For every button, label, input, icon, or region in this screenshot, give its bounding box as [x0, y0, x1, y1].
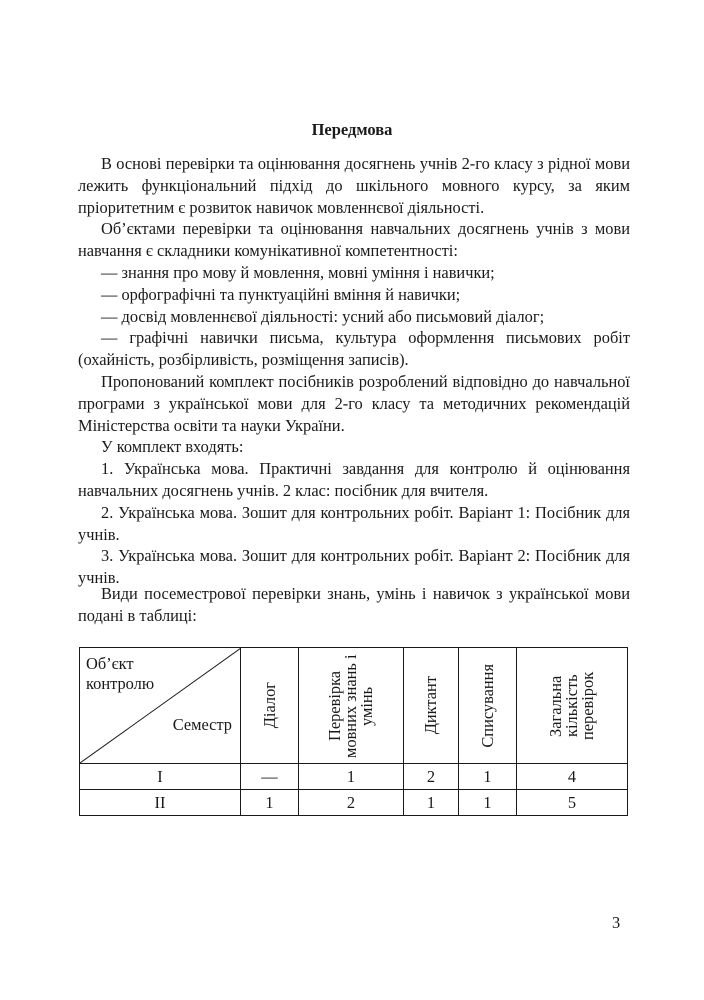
list-item: — досвід мовленнєвої діяльності: усний або письмовий діалог;	[101, 306, 545, 326]
table-header-row	[80, 648, 628, 764]
table-header-label: Діалог	[259, 682, 279, 729]
table-cell: —	[241, 764, 299, 790]
semester-cell: I	[80, 764, 241, 790]
table-cell: 1	[459, 790, 517, 816]
table-header-cell	[241, 648, 299, 764]
paragraph: 2. Українська мова. Зошит для контрольних робіт. Варіант 1: Посібник для учнів.	[78, 502, 630, 544]
table-cell: 1	[241, 790, 299, 816]
corner-top-label: Об’єкт контролю	[86, 654, 155, 693]
table-cell: 5	[517, 790, 628, 816]
paragraph: У комплект входять:	[101, 437, 244, 457]
semester-cell: II	[80, 790, 241, 816]
paragraph: Пропонований комплект посібників розроблений відповідно до навчальної програми з української мови для 2-го класу та методичних рекомендацій Міністерства освіти та науки України.	[78, 371, 630, 435]
paragraph: 1. Українська мова. Практичні завдання для контролю й оцінювання навчальних досягнень учнів. 2 клас: посібник для вчителя.	[78, 459, 630, 500]
table-cell: 2	[299, 790, 404, 816]
page-title: Передмова	[311, 120, 393, 139]
table-header-label: Загальна кількість перевірок	[546, 671, 597, 740]
table-header-cell	[459, 648, 517, 764]
table-cell: 1	[459, 764, 517, 790]
table-cell: 4	[517, 764, 628, 790]
list-item: — графічні навички письма, культура оформлення письмових робіт (охайність, розбірливість, розміщення записів).	[78, 328, 630, 370]
corner-bottom-label: Семестр	[172, 715, 232, 734]
table-row	[80, 790, 628, 816]
table-header-label: Списування	[477, 663, 497, 748]
table-cell: 1	[404, 790, 459, 816]
list-item: — знання про мову й мовлення, мовні уміння і навички;	[101, 262, 495, 282]
table-row	[80, 764, 628, 790]
table-cell: 1	[299, 764, 404, 790]
table-intro: Види посеместрової перевірки знань, умінь і навичок з української мови подані в таблиці:	[78, 584, 630, 625]
table-header-label: Перевірка мовних знань і умінь	[325, 653, 376, 758]
table-header-label: Диктант	[421, 676, 440, 735]
table-header-cell	[404, 648, 459, 764]
list-item: — орфографічні та пунктуаційні вміння й навички;	[101, 284, 461, 304]
table-cell: 2	[404, 764, 459, 790]
paragraph: В основі перевірки та оцінювання досягнень учнів 2-го класу з рідної мови лежить функціональний підхід до шкільного мовного курсу, за яким пріоритетним є розвиток навичок мовленнєвої діяльності.	[78, 154, 630, 217]
table-header-cell	[517, 648, 628, 764]
paragraph: 3. Українська мова. Зошит для контрольних робіт. Варіант 2: Посібник для учнів.	[78, 546, 630, 588]
page-number: 3	[612, 913, 621, 932]
paragraph: Об’єктами перевірки та оцінювання навчальних досягнень учнів з мови навчання є складники комунікативної компетентності:	[78, 219, 630, 261]
body-text	[78, 153, 630, 589]
table-corner-cell	[80, 648, 241, 764]
checks-table	[79, 647, 628, 816]
table-header-cell	[299, 648, 404, 764]
